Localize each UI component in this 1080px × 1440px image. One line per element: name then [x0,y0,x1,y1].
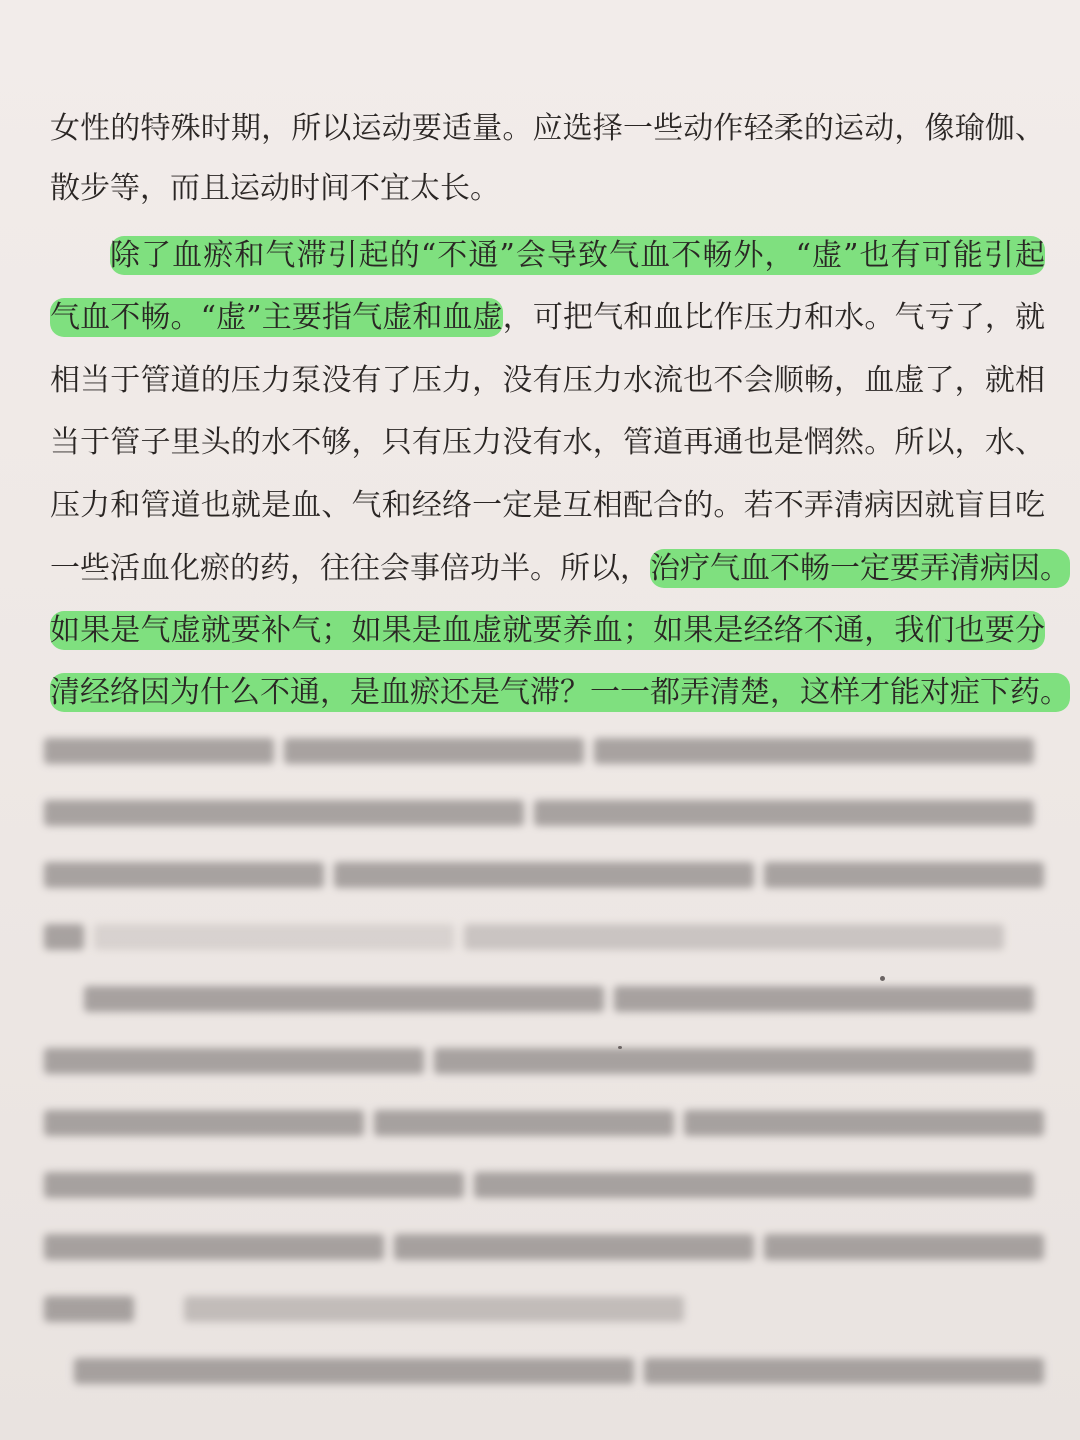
text-line-4 [50,287,1045,349]
highlighted-text: 清经络因为什么不通，是血瘀还是气滞？一一都弄清楚，这样才能对症下药。 [50,675,1070,710]
blurred-line [44,968,1044,1030]
blurred-line [44,1030,1044,1092]
line-text: 当于管子里头的水不够，只有压力没有水，管道再通也是惘然。所以，水、 [50,425,1045,460]
paper-speck [618,1046,622,1049]
line-text: 一些活血化瘀的药，往往会事倍功半。所以， [50,551,650,586]
line-text: 女性的特殊时期，所以运动要适量。应选择一些动作轻柔的运动，像瑜伽、 [50,111,1045,146]
paper-speck [880,976,885,981]
line-text: 压力和管道也就是血、气和经络一定是互相配合的。若不弄清病因就盲目吃 [50,488,1045,523]
text-line-7 [50,475,1045,537]
highlighted-text: 除了血瘀和气滞引起的“不通”会导致气血不畅外，“虚”也有可能引起 [110,238,1045,273]
blurred-line [44,1216,1044,1278]
blurred-text-area [44,720,1044,1402]
blurred-line [44,1340,1044,1402]
blurred-line [44,720,1044,782]
line-text: ，可把气和血比作压力和水。气亏了，就 [502,300,1045,335]
line-text: 相当于管道的压力泵没有了压力，没有压力水流也不会顺畅，血虚了，就相 [50,363,1045,398]
highlighted-text: 如果是气虚就要补气；如果是血虚就要养血；如果是经络不通，我们也要分 [50,613,1045,648]
blurred-line [44,1154,1044,1216]
blurred-line [44,906,1044,968]
text-line-10 [50,662,1070,724]
line-text: 散步等，而且运动时间不宜太长。 [50,171,500,206]
highlighted-text: 气血不畅。“虚”主要指气虚和血虚 [50,300,503,335]
text-line-6 [50,412,1045,474]
blurred-line [44,1278,1044,1340]
text-line-5 [50,350,1045,412]
blurred-line [44,1092,1044,1154]
text-line-3 [50,225,1045,287]
text-line-8 [50,538,1070,600]
highlighted-text: 治疗气血不畅一定要弄清病因。 [650,551,1070,586]
blurred-line [44,844,1044,906]
text-line-9 [50,600,1045,662]
blurred-line [44,782,1044,844]
text-line-1 [50,98,1045,160]
text-line-2 [50,158,1045,220]
